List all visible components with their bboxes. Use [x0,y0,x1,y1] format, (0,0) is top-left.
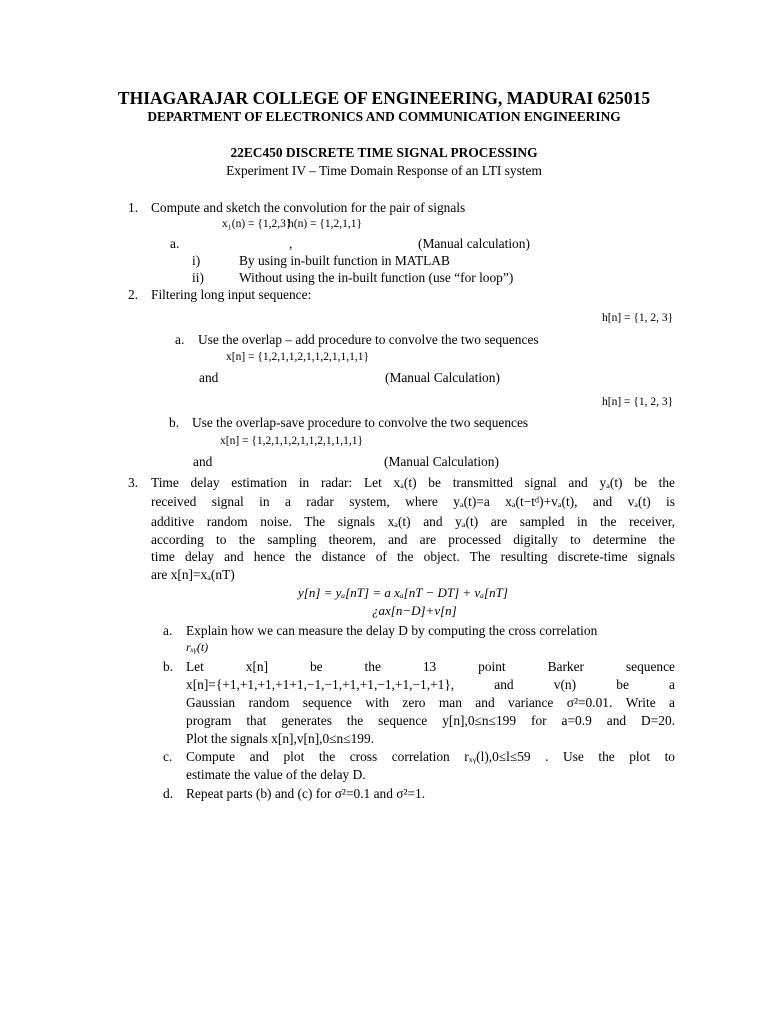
q3d-number: d. [163,786,174,801]
q1-ii-number: ii) [192,270,204,285]
q3b-line-3: Gaussian random sequence with zero man and variance σ²=0.01. Write a [186,695,675,710]
q2b-number: b. [169,415,180,430]
experiment-title: Experiment IV – Time Domain Response of an LTI system [226,163,542,178]
q1-x-equation: x₁(n) = {1,2,3} [222,218,292,230]
q3b-line-5: Plot the signals x[n],v[n],0≤n≤199. [186,731,375,746]
department-title: DEPARTMENT OF ELECTRONICS AND COMMUNICATION ENGINEERING [147,109,621,124]
q2-number: 2. [128,287,139,302]
q2b-x-equation: x[n] = {1,2,1,1,2,1,1,2,1,1,1,1} [220,435,364,447]
q3-line-6: are x[n]=xₐ(nT) [151,567,235,582]
q3-line-3: additive random noise. The signals xₐ(t) and yₐ(t) are sampled in the receiver, [151,514,675,529]
q3-equation-2: ¿ax[n−D]+v[n] [372,603,457,618]
q1-manual-label: (Manual calculation) [418,236,530,251]
q1-a-label: a. [170,236,180,251]
q3-number: 3. [128,475,139,490]
q3b-number: b. [163,659,174,674]
q3a-rxy: rₓᵧ(t) [186,640,209,654]
q2a-x-equation: x[n] = {1,2,1,1,2,1,1,2,1,1,1,1} [226,351,370,363]
course-title: 22EC450 DISCRETE TIME SIGNAL PROCESSING [230,145,538,160]
q2a-and: and [199,370,219,385]
q3b-line-4: program that generates the sequence y[n],0≤n≤199 for a=0.9 and D=20. [186,713,675,728]
q2b-and: and [193,454,213,469]
q2a-text: Use the overlap – add procedure to convolve the two sequences [198,332,539,347]
q3-line-5: time delay and hence the distance of the object. The resulting discrete-time signals [151,549,675,564]
college-title: THIAGARAJAR COLLEGE OF ENGINEERING, MADURAI 625015 [117,88,651,108]
q3c-number: c. [163,749,173,764]
q3d-text: Repeat parts (b) and (c) for σ²=0.1 and σ²=1. [186,786,426,801]
q1-h-equation: h(n) = {1,2,1,1} [288,218,363,230]
q3-line-2: received signal in a radar system, where yₐ(t)=a xₐ(t−tᵈ)+vₐ(t), and vₐ(t) is [151,494,675,509]
q1-comma: , [289,236,293,251]
q3b-line-2: x[n]={+1,+1,+1,+1+1,−1,−1,+1,+1,−1,+1,−1,+1}, and v(n) be a [186,677,675,692]
q2b-h-equation: h[n] = {1, 2, 3} [602,396,674,408]
q3c-line-1: Compute and plot the cross correlation rₓᵧ(l),0≤l≤59 . Use the plot to [186,749,675,764]
q2b-text: Use the overlap-save procedure to convolve the two sequences [192,415,529,430]
q2-text: Filtering long input sequence: [151,287,312,302]
q3c-line-2: estimate the value of the delay D. [186,767,366,782]
q2a-manual-label: (Manual Calculation) [385,370,500,385]
q1-i-number: i) [192,253,201,268]
q1-text: Compute and sketch the convolution for the pair of signals [151,200,466,215]
q3-equation-1: y[n] = yₐ[nT] = a xₐ[nT − DT] + vₐ[nT] [298,585,508,600]
q1-number: 1. [128,200,139,215]
q2b-manual-label: (Manual Calculation) [384,454,499,469]
q3-line-1: Time delay estimation in radar: Let xₐ(t) be transmitted signal and yₐ(t) be the [151,475,675,490]
q1-ii-text: Without using the in-built function (use “for loop”) [239,270,514,285]
q3a-number: a. [163,623,173,638]
q3-line-4: according to the sampling theorem, and are processed digitally to determine the [151,532,675,547]
q1-i-text: By using in-built function in MATLAB [239,253,450,268]
q3b-line-1: Let x[n] be the 13 point Barker sequence [186,659,675,674]
q2a-number: a. [175,332,185,347]
q3a-text: Explain how we can measure the delay D by computing the cross correlation [186,623,598,638]
q2a-h-equation: h[n] = {1, 2, 3} [602,312,674,324]
